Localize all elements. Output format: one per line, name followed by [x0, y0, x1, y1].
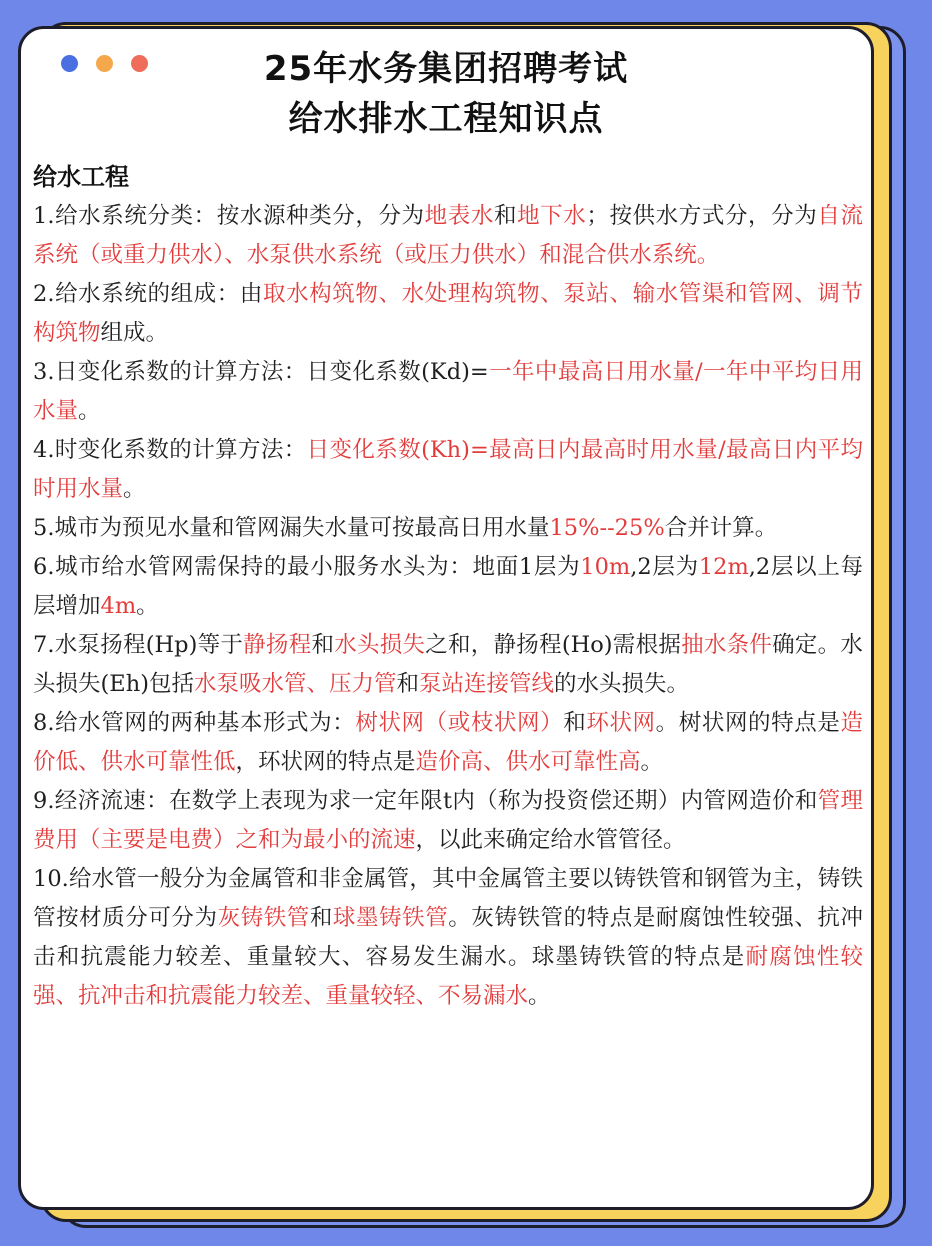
body-text: 。	[528, 983, 551, 1009]
body-text: 确定。水头损失(Eh)包括	[33, 632, 863, 697]
highlighted-text: 抽水条件	[681, 632, 773, 658]
body-text: 。	[136, 593, 159, 619]
highlighted-text: 水泵吸水管、压力管	[193, 671, 397, 697]
highlighted-text: 造价低、供水可靠性低	[33, 710, 863, 775]
body-text: 。树状网的特点是	[655, 710, 841, 736]
body-text: ；按供水方式分，分为	[586, 203, 818, 229]
highlighted-text: 4m	[100, 593, 137, 619]
title-line-1: 25年水务集团招聘考试	[254, 47, 638, 91]
highlighted-text: 环状网	[586, 710, 656, 736]
highlighted-text: 12m	[698, 554, 749, 580]
body-text: 4.时变化系数的计算方法：	[33, 437, 307, 463]
highlighted-text: 泵站连接管线	[419, 671, 555, 697]
highlighted-text: 自流系统（或重力供水）、水泵供水系统（或压力供水）和混合供水系统。	[33, 203, 863, 268]
highlighted-text: 10m	[580, 554, 631, 580]
body-text: 之和，静扬程(Ho)需根据	[425, 632, 682, 658]
body-text: 。	[123, 476, 146, 502]
body-text: 1.给水系统分类：按水源种类分，分为	[33, 203, 425, 229]
highlighted-text: 地表水	[424, 203, 494, 229]
body-text: 5.城市为预见水量和管网漏失水量可按最高日用水量	[33, 515, 550, 541]
body-text: ,2层为	[630, 554, 699, 580]
body-text: 3.日变化系数的计算方法：日变化系数(Kd)=	[33, 359, 489, 385]
title-line-2: 给水排水工程知识点	[279, 97, 614, 141]
highlighted-text: 地下水	[517, 203, 587, 229]
body-text: 和	[563, 710, 587, 736]
body-text: 合并计算。	[664, 515, 778, 541]
list-item	[33, 353, 863, 431]
highlighted-text: 取水构筑物、水处理构筑物、泵站、输水管渠和管网、调节构筑物	[33, 281, 863, 346]
highlighted-text: 树状网（或枝状网）	[355, 710, 564, 736]
section-heading: 给水工程	[33, 163, 129, 191]
body-text: 和	[396, 671, 420, 697]
list-item	[33, 626, 863, 704]
list-item	[33, 782, 863, 860]
body-text: 6.城市给水管网需保持的最小服务水头为：地面1层为	[33, 554, 581, 580]
highlighted-text: 造价高、供水可靠性高	[415, 749, 641, 775]
highlighted-text: 球墨铸铁管	[332, 905, 449, 931]
title-block	[21, 47, 871, 141]
body-text: 和	[311, 632, 335, 658]
body-text: 的水头损失。	[554, 671, 690, 697]
highlighted-text: 15%--25%	[549, 515, 665, 541]
body-text: 。	[78, 398, 101, 424]
body-text: ，环状网的特点是	[235, 749, 416, 775]
list-item	[33, 275, 863, 353]
body-text: 2.给水系统的组成：由	[33, 281, 263, 307]
list-item	[33, 509, 863, 548]
highlighted-text: 静扬程	[243, 632, 312, 658]
body-text: 8.给水管网的两种基本形式为：	[33, 710, 356, 736]
body-text: 。灰铸铁管的特点是耐腐蚀性较强、抗冲击和抗震能力较差、重量较大、容易发生漏水。球墨铸铁管的特点是	[33, 905, 863, 970]
note-card	[18, 26, 874, 1210]
list-item	[33, 860, 863, 1016]
body-text: 7.水泵扬程(Hp)等于	[33, 632, 244, 658]
knowledge-list	[33, 197, 863, 1016]
highlighted-text: 耐腐蚀性较强、抗冲击和抗震能力较差、重量较轻、不易漏水	[33, 944, 863, 1009]
list-item	[33, 548, 863, 626]
body-text: 。	[640, 749, 664, 775]
body-text: 10.给水管一般分为金属管和非金属管，其中金属管主要以铸铁管和钢管为主，铸铁管按材质分可分为	[33, 866, 863, 931]
body-text: 组成。	[100, 320, 169, 346]
highlighted-text: 灰铸铁管	[217, 905, 310, 931]
highlighted-text: 一年中最高日用水量/一年中平均日用水量	[33, 359, 863, 424]
highlighted-text: 管理费用（主要是电费）之和为最小的流速	[33, 788, 863, 853]
body-text: ,2层以上每层增加	[33, 554, 864, 619]
content-body	[33, 157, 863, 1016]
list-item	[33, 197, 863, 275]
body-text: 和	[309, 905, 333, 931]
list-item	[33, 431, 863, 509]
list-item	[33, 704, 863, 782]
body-text: 9.经济流速：在数学上表现为求一定年限t内（称为投资偿还期）内管网造价和	[33, 788, 818, 814]
highlighted-text: 日变化系数(Kh)=最高日内最高时用水量/最高日内平均时用水量	[33, 437, 863, 502]
body-text: 和	[493, 203, 518, 229]
body-text: ，以此来确定给水管管径。	[415, 827, 686, 853]
highlighted-text: 水头损失	[334, 632, 426, 658]
